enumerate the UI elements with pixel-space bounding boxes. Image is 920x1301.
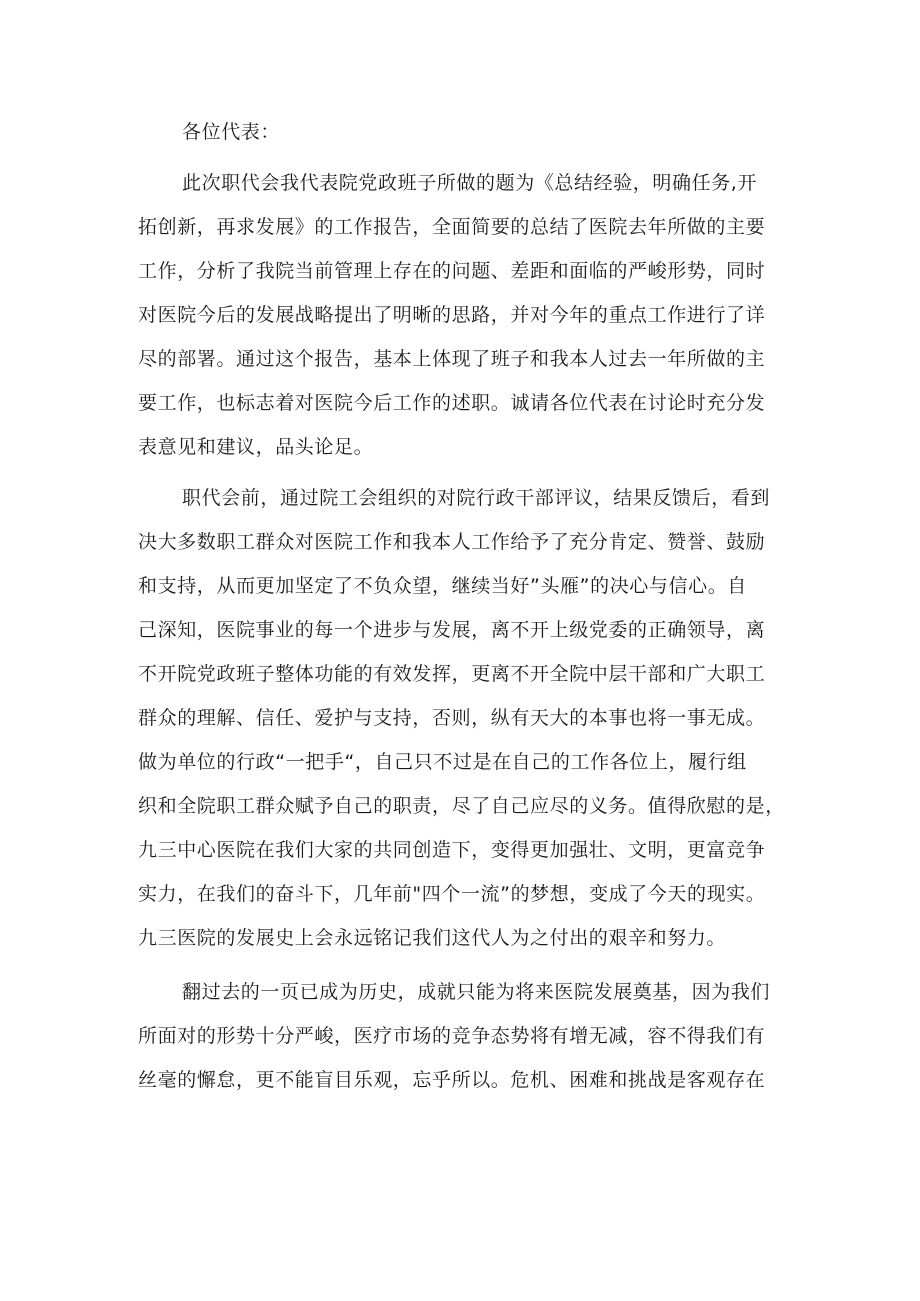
text-line: 不开院党政班子整体功能的有效发挥，更离不开全院中层干部和广大职工 (138, 663, 766, 685)
text-line: 己深知，医院事业的每一个进步与发展，离不开上级党委的正确领导，离 (138, 619, 766, 641)
text-line: 尽的部署。通过这个报告，基本上体现了班子和我本人过去一年所做的主 (138, 348, 766, 370)
text-line: 九三中心医院在我们大家的共同创造下，变得更加强壮、文明，更富竞争 (138, 839, 766, 861)
text-line: 织和全院职工群众赋予自己的职责，尽了自己应尽的义务。值得欣慰的是， (138, 795, 785, 817)
text-line: 和支持，从而更加坚定了不负众望，继续当好”头雁”的决心与信心。自 (138, 575, 747, 597)
text-line: 翻过去的一页已成为历史，成就只能为将来医院发展奠基，因为我们 (182, 981, 771, 1003)
text-line: 对医院今后的发展战略提出了明晰的思路，并对今年的重点工作进行了详 (138, 304, 766, 326)
text-line: 实力，在我们的奋斗下，几年前"四个一流”的梦想，变成了今天的现实。 (138, 883, 766, 905)
text-line: 群众的理解、信任、爱护与支持，否则，纵有天大的本事也将一事无成。 (138, 707, 766, 729)
text-line: 决大多数职工群众对医院工作和我本人工作给予了充分肯定、赞誉、鼓励 (138, 531, 766, 553)
text-line: 工作，分析了我院当前管理上存在的问题、差距和面临的严峻形势，同时 (138, 260, 766, 282)
text-line: 做为单位的行政“一把手“，自己只不过是在自己的工作各位上，履行组 (138, 751, 747, 773)
text-line: 职代会前，通过院工会组织的对院行政干部评议，结果反馈后，看到 (182, 487, 771, 509)
text-line: 丝毫的懈怠，更不能盲目乐观，忘乎所以。危机、困难和挑战是客观存在 (138, 1069, 766, 1091)
salutation: 各位代表： (182, 121, 281, 143)
text-line: 拓创新，再求发展》的工作报告，全面简要的总结了医院去年所做的主要 (138, 216, 766, 238)
text-line: 要工作，也标志着对医院今后工作的述职。诚请各位代表在讨论时充分发 (138, 392, 766, 414)
text-line: 表意见和建议，品头论足。 (138, 436, 374, 458)
text-line: 此次职代会我代表院党政班子所做的题为《总结经验，明确任务,开 (182, 172, 758, 194)
text-line: 九三医院的发展史上会永远铭记我们这代人为之付出的艰辛和努力。 (138, 927, 727, 949)
text-line: 所面对的形势十分严峻，医疗市场的竞争态势将有增无减，容不得我们有 (138, 1025, 766, 1047)
